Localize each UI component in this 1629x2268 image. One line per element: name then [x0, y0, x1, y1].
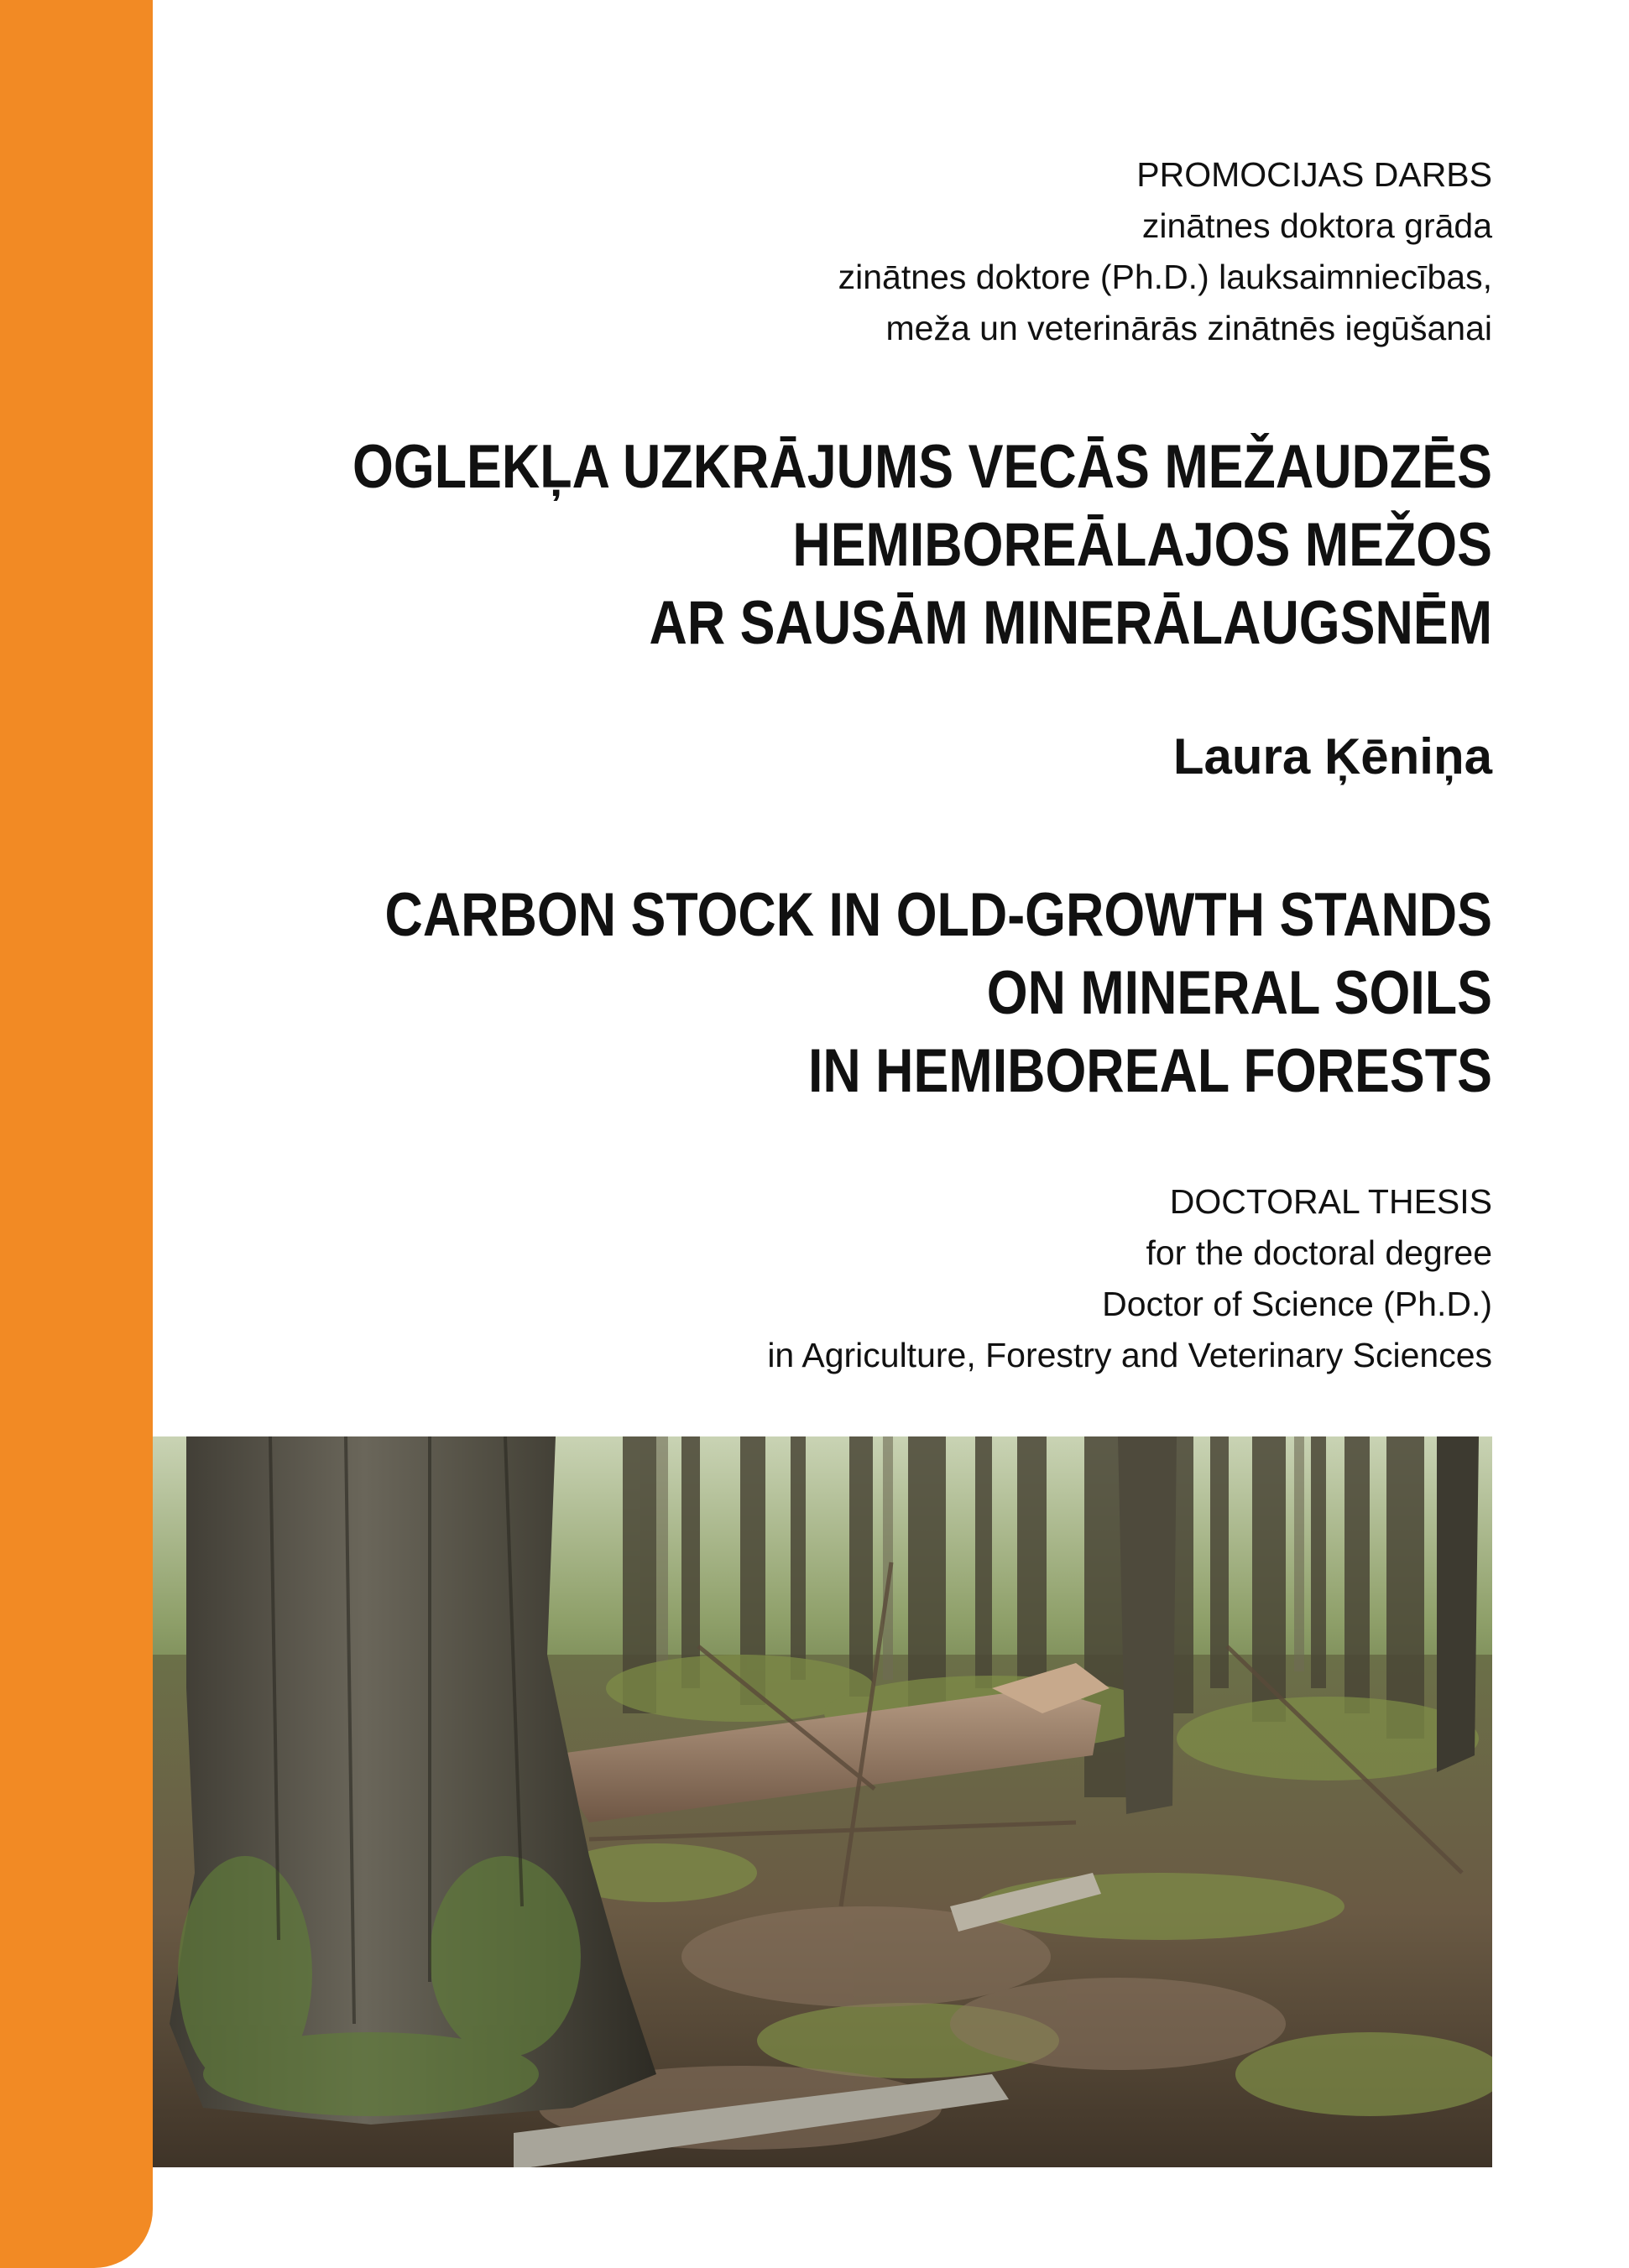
english-subtitle-line: Doctor of Science (Ph.D.)	[1102, 1285, 1492, 1323]
english-title-line: ON MINERAL SOILS	[986, 959, 1492, 1027]
latvian-title-line: OGLEKĻA UZKRĀJUMS VECĀS MEŽAUDZĒS	[352, 433, 1492, 501]
english-subtitle-line: in Agriculture, Forestry and Veterinary Sciences	[767, 1336, 1492, 1374]
latvian-subtitle-line: zinātnes doktore (Ph.D.) lauksaimniecības,	[838, 258, 1492, 296]
english-subtitle-line: for the doctoral degree	[1146, 1233, 1492, 1272]
english-title	[193, 876, 1492, 1110]
author-name: Laura Ķēniņa	[1172, 728, 1492, 785]
latvian-subtitle-line: meža un veterinārās zinātnēs iegūšanai	[885, 309, 1492, 347]
english-subtitle	[183, 1176, 1492, 1381]
latvian-subtitle-line: PROMOCIJAS DARBS	[1136, 155, 1492, 194]
forest-photo	[153, 1436, 1492, 2167]
forest-photo-illustration	[153, 1436, 1492, 2167]
latvian-subtitle-line: zinātnes doktora grāda	[1141, 206, 1492, 245]
english-title-line: CARBON STOCK IN OLD-GROWTH STANDS	[384, 881, 1493, 949]
english-title-line: IN HEMIBOREAL FORESTS	[807, 1037, 1492, 1105]
latvian-title	[193, 428, 1492, 662]
latvian-subtitle	[183, 149, 1492, 354]
english-subtitle-line: DOCTORAL THESIS	[1169, 1182, 1492, 1221]
orange-side-band	[0, 0, 153, 2268]
latvian-title-line: HEMIBOREĀLAJOS MEŽOS	[792, 511, 1492, 579]
latvian-title-line: AR SAUSĀM MINERĀLAUGSNĒM	[649, 589, 1492, 657]
